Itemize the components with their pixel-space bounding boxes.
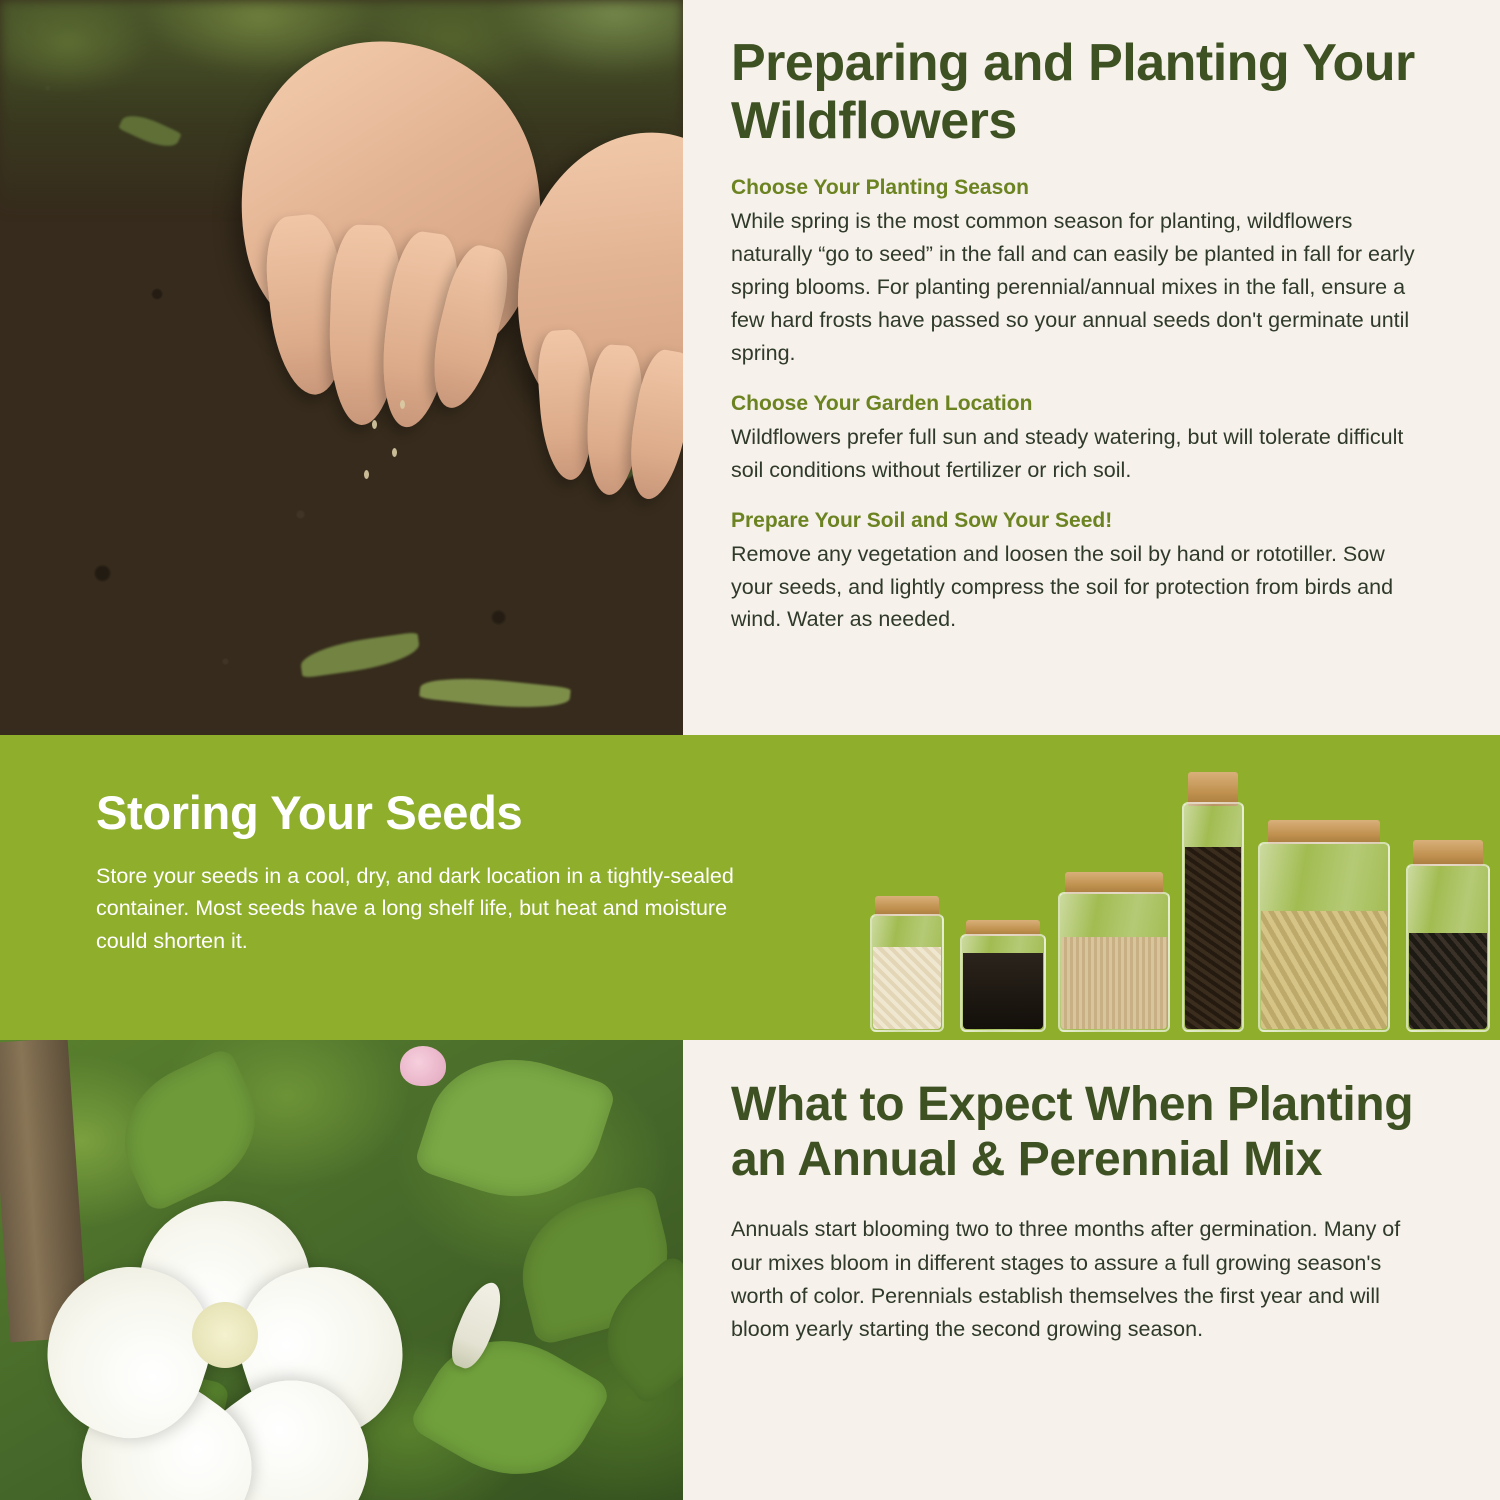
storing-text-column: [96, 785, 756, 957]
soil-planting-photo: [0, 0, 683, 735]
seed-jar: [1182, 802, 1244, 1032]
moonflower-photo: [0, 1040, 683, 1500]
seed-fill: [963, 953, 1043, 1029]
seed-fill: [873, 947, 941, 1029]
expect-title: What to Expect When Planting an Annual & Perennial Mix: [731, 1078, 1414, 1186]
cork-lid: [1065, 872, 1163, 894]
paragraph-prepare-soil: Remove any vegetation and loosen the soil by hand or rototiller. Sow your seeds, and lightly compress the soil for protection from birds and wind. Water as needed.: [731, 541, 1394, 632]
subheading-garden-location: Choose Your Garden Location: [731, 391, 1033, 415]
cork-lid: [875, 896, 939, 916]
moonflower-bloom: [60, 1185, 390, 1485]
flower-center: [192, 1302, 258, 1368]
cork-lid: [1188, 772, 1238, 806]
subheading-prepare-soil: Prepare Your Soil and Sow Your Seed!: [731, 508, 1113, 532]
cork-lid: [1413, 840, 1483, 866]
paragraph-planting-season: While spring is the most common season for planting, wildflowers naturally “go to seed” in the fall and can easily be planted in fall for early spring blooms. For planting perennial/annual mixes in the fall, ensure a few hard frosts have passed so your annual seeds don't germinate until spring.: [731, 209, 1415, 366]
expect-text-column: [683, 1040, 1500, 1500]
seed: [364, 470, 369, 479]
seed-jar: [870, 914, 944, 1032]
section-preparing-planting: [0, 0, 1500, 735]
paragraph-garden-location: Wildflowers prefer full sun and steady watering, but will tolerate difficult soil conditions without fertilizer or rich soil.: [731, 424, 1404, 482]
expect-paragraph: Annuals start blooming two to three months after germination. Many of our mixes bloom in different stages to assure a full growing season's worth of color. Perennials establish themselves the first year and will bloom yearly starting the second growing season.: [731, 1217, 1401, 1342]
seed-fill: [1185, 847, 1241, 1029]
seed-jar: [1058, 892, 1170, 1032]
seed-jars-photo: [860, 735, 1500, 1040]
seed-jar: [1406, 864, 1490, 1032]
seed-jar: [1258, 842, 1390, 1032]
cork-lid: [1268, 820, 1380, 844]
seed: [392, 448, 397, 457]
section-what-to-expect: [0, 1040, 1500, 1500]
pink-bud: [400, 1046, 446, 1086]
page-title: Preparing and Planting Your Wildflowers: [731, 34, 1415, 151]
seed-fill: [1409, 933, 1487, 1029]
seed-fill: [1261, 911, 1387, 1029]
storing-paragraph: Store your seeds in a cool, dry, and dark location in a tightly-sealed container. Most seeds have a long shelf life, but heat and moisture could shorten it.: [96, 864, 734, 953]
planting-text-column: [683, 0, 1500, 735]
seed-fill: [1061, 937, 1167, 1029]
seed: [372, 420, 377, 429]
section-storing-seeds: [0, 735, 1500, 1040]
subheading-planting-season: Choose Your Planting Season: [731, 176, 1029, 200]
storing-title: Storing Your Seeds: [96, 786, 523, 839]
seed-jar: [960, 934, 1046, 1032]
seed: [400, 400, 405, 409]
